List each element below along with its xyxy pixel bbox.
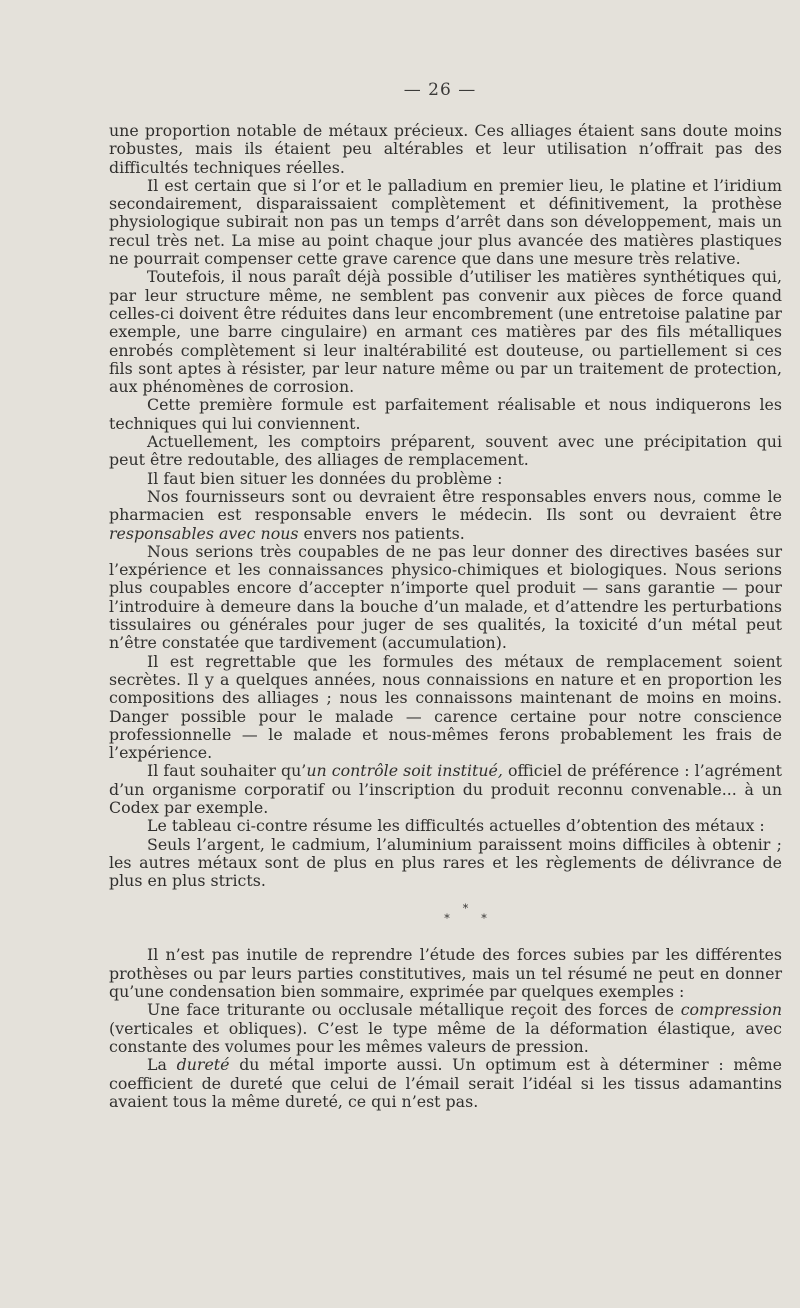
paragraph-text: La — [147, 1055, 177, 1075]
emphasized-text: un contrôle soit institué, — [306, 761, 503, 781]
paragraph-text: Il faut bien situer les données du problème : — [147, 468, 503, 488]
paragraph — [109, 762, 782, 817]
paragraph-text: Actuellement, les comptoirs préparent, souvent avec une précipitation qui peut être redoutable, des alliages de remplacement. — [109, 432, 782, 470]
paragraph — [109, 836, 782, 891]
paragraph-text: Il est certain que si l’or et le palladium en premier lieu, le platine et l’iridium secondairement, disparaissaient complètement et définitivement, la prothèse physiologique subirait non pas un temps d’arrêt dans son développement, mais un recul très net. La mise au point chaque jour plus avancée des matières plastiques ne pourrait compenser cette grave carence que dans une mesure très relative. — [109, 175, 782, 269]
paragraph-text: (verticales et obliques). C’est le type même de la déformation élastique, avec constante des volumes pour les mêmes valeurs de pression. — [109, 1018, 782, 1056]
paragraph-text: Nous serions très coupables de ne pas leur donner des directives basées sur l’expérience et les connaissances physico-chimiques et biologiques. Nous serions plus coupables encore d’accepter n’importe quel produit — sans garantie — pour l’introduire à demeure dans la bouche d’un malade, et d’attendre les perturbations tissulaires ou générales pour juger de ses qualités, la toxicité d’un métal peut n’être constatée que tardivement (accumulation). — [109, 541, 782, 653]
paragraph — [109, 433, 782, 470]
paragraph — [109, 122, 782, 177]
page-number: — 26 — — [403, 80, 477, 100]
paragraph — [109, 177, 782, 268]
emphasized-text: compression — [680, 1000, 782, 1020]
paragraph-text: Il faut souhaiter qu’ — [147, 761, 307, 781]
paragraph-text: Il n’est pas inutile de reprendre l’étude des forces subies par les différentes prothèses ou par leurs parties constitutives, mais un tel résumé ne peut en donner qu’une condensation bien sommaire, exprimée par quelques exemples : — [109, 945, 782, 1002]
paragraph-text: Nos fournisseurs sont ou devraient être responsables envers nous, comme le pharmacien est responsable envers le médecin. Ils sont ou devraient être — [109, 486, 782, 525]
paragraph — [109, 543, 782, 653]
paragraph-text: envers nos patients. — [298, 523, 465, 543]
asterism-divider — [109, 904, 782, 924]
paragraph-text: Il est regrettable que les formules des métaux de remplacement soient secrètes. Il y a quelques années, nous connaissions en nature et en proportion les compositions des alliages ; nous les connaissons maintenant de moins en moins. Danger possible pour le malade — carence certaine pour notre conscience professionnelle — le malade et nous-mêmes ferons probablement les frais de l’expérience. — [109, 651, 782, 763]
body-text — [109, 122, 782, 1111]
paragraph-text: Toutefois, il nous paraît déjà possible d’utiliser les matières synthétiques qui, par leur structure même, ne semblent pas convenir aux pièces de force quand celles-ci doivent être réduites dans leur encombrement (une entretoise palatine par exemple, une barre cingulaire) en armant ces matières par des fils métalliques enrobés complètement si leur inaltérabilité est douteuse, ou partiellement si ces fils sont aptes à résister, par leur nature même ou par un traitement de protection, aux phénomènes de corrosion. — [109, 267, 782, 397]
paragraph-text: Une face triturante ou occlusale métallique reçoit des forces de — [147, 1000, 681, 1020]
paragraph — [109, 653, 782, 763]
emphasized-text: responsables avec nous — [109, 523, 299, 543]
paragraph-text: une proportion notable de métaux précieux. Ces alliages étaient sans doute moins robustes, mais ils étaient peu altérables et leur utilisation n’offrait pas des difficultés techniques réelles. — [109, 121, 782, 177]
emphasized-text: dureté — [176, 1055, 230, 1075]
paragraph — [109, 1001, 782, 1056]
paragraph — [109, 396, 782, 433]
paragraph — [109, 488, 782, 543]
paragraph-text: officiel de préférence : l’agrément d’un organisme corporatif ou l’inscription du produit reconnu convenable... à un Codex par exemple. — [109, 761, 782, 817]
asterism-bottom: * * — [444, 912, 501, 926]
paragraph — [109, 1056, 782, 1111]
paragraph-text: Le tableau ci-contre résume les difficultés actuelles d’obtention des métaux : — [147, 816, 765, 836]
paragraph-text: Cette première formule est parfaitement réalisable et nous indiquerons les techniques qui lui conviennent. — [109, 395, 782, 433]
paragraph — [109, 268, 782, 396]
paragraph — [109, 817, 782, 835]
paragraph-text: Seuls l’argent, le cadmium, l’aluminium paraissent moins difficiles à obtenir ; les autres métaux sont de plus en plus rares et les règlements de délivrance de plus en plus stricts. — [109, 834, 782, 891]
paragraph-text: du métal importe aussi. Un optimum est à déterminer : même coefficient de dureté que celui de l’émail serait l’idéal si les tissus adamantins avaient tous la même dureté, ce qui n’est pas. — [109, 1055, 782, 1111]
paragraph — [109, 946, 782, 1001]
asterism-top: * — [462, 902, 469, 916]
paragraph — [109, 470, 782, 488]
